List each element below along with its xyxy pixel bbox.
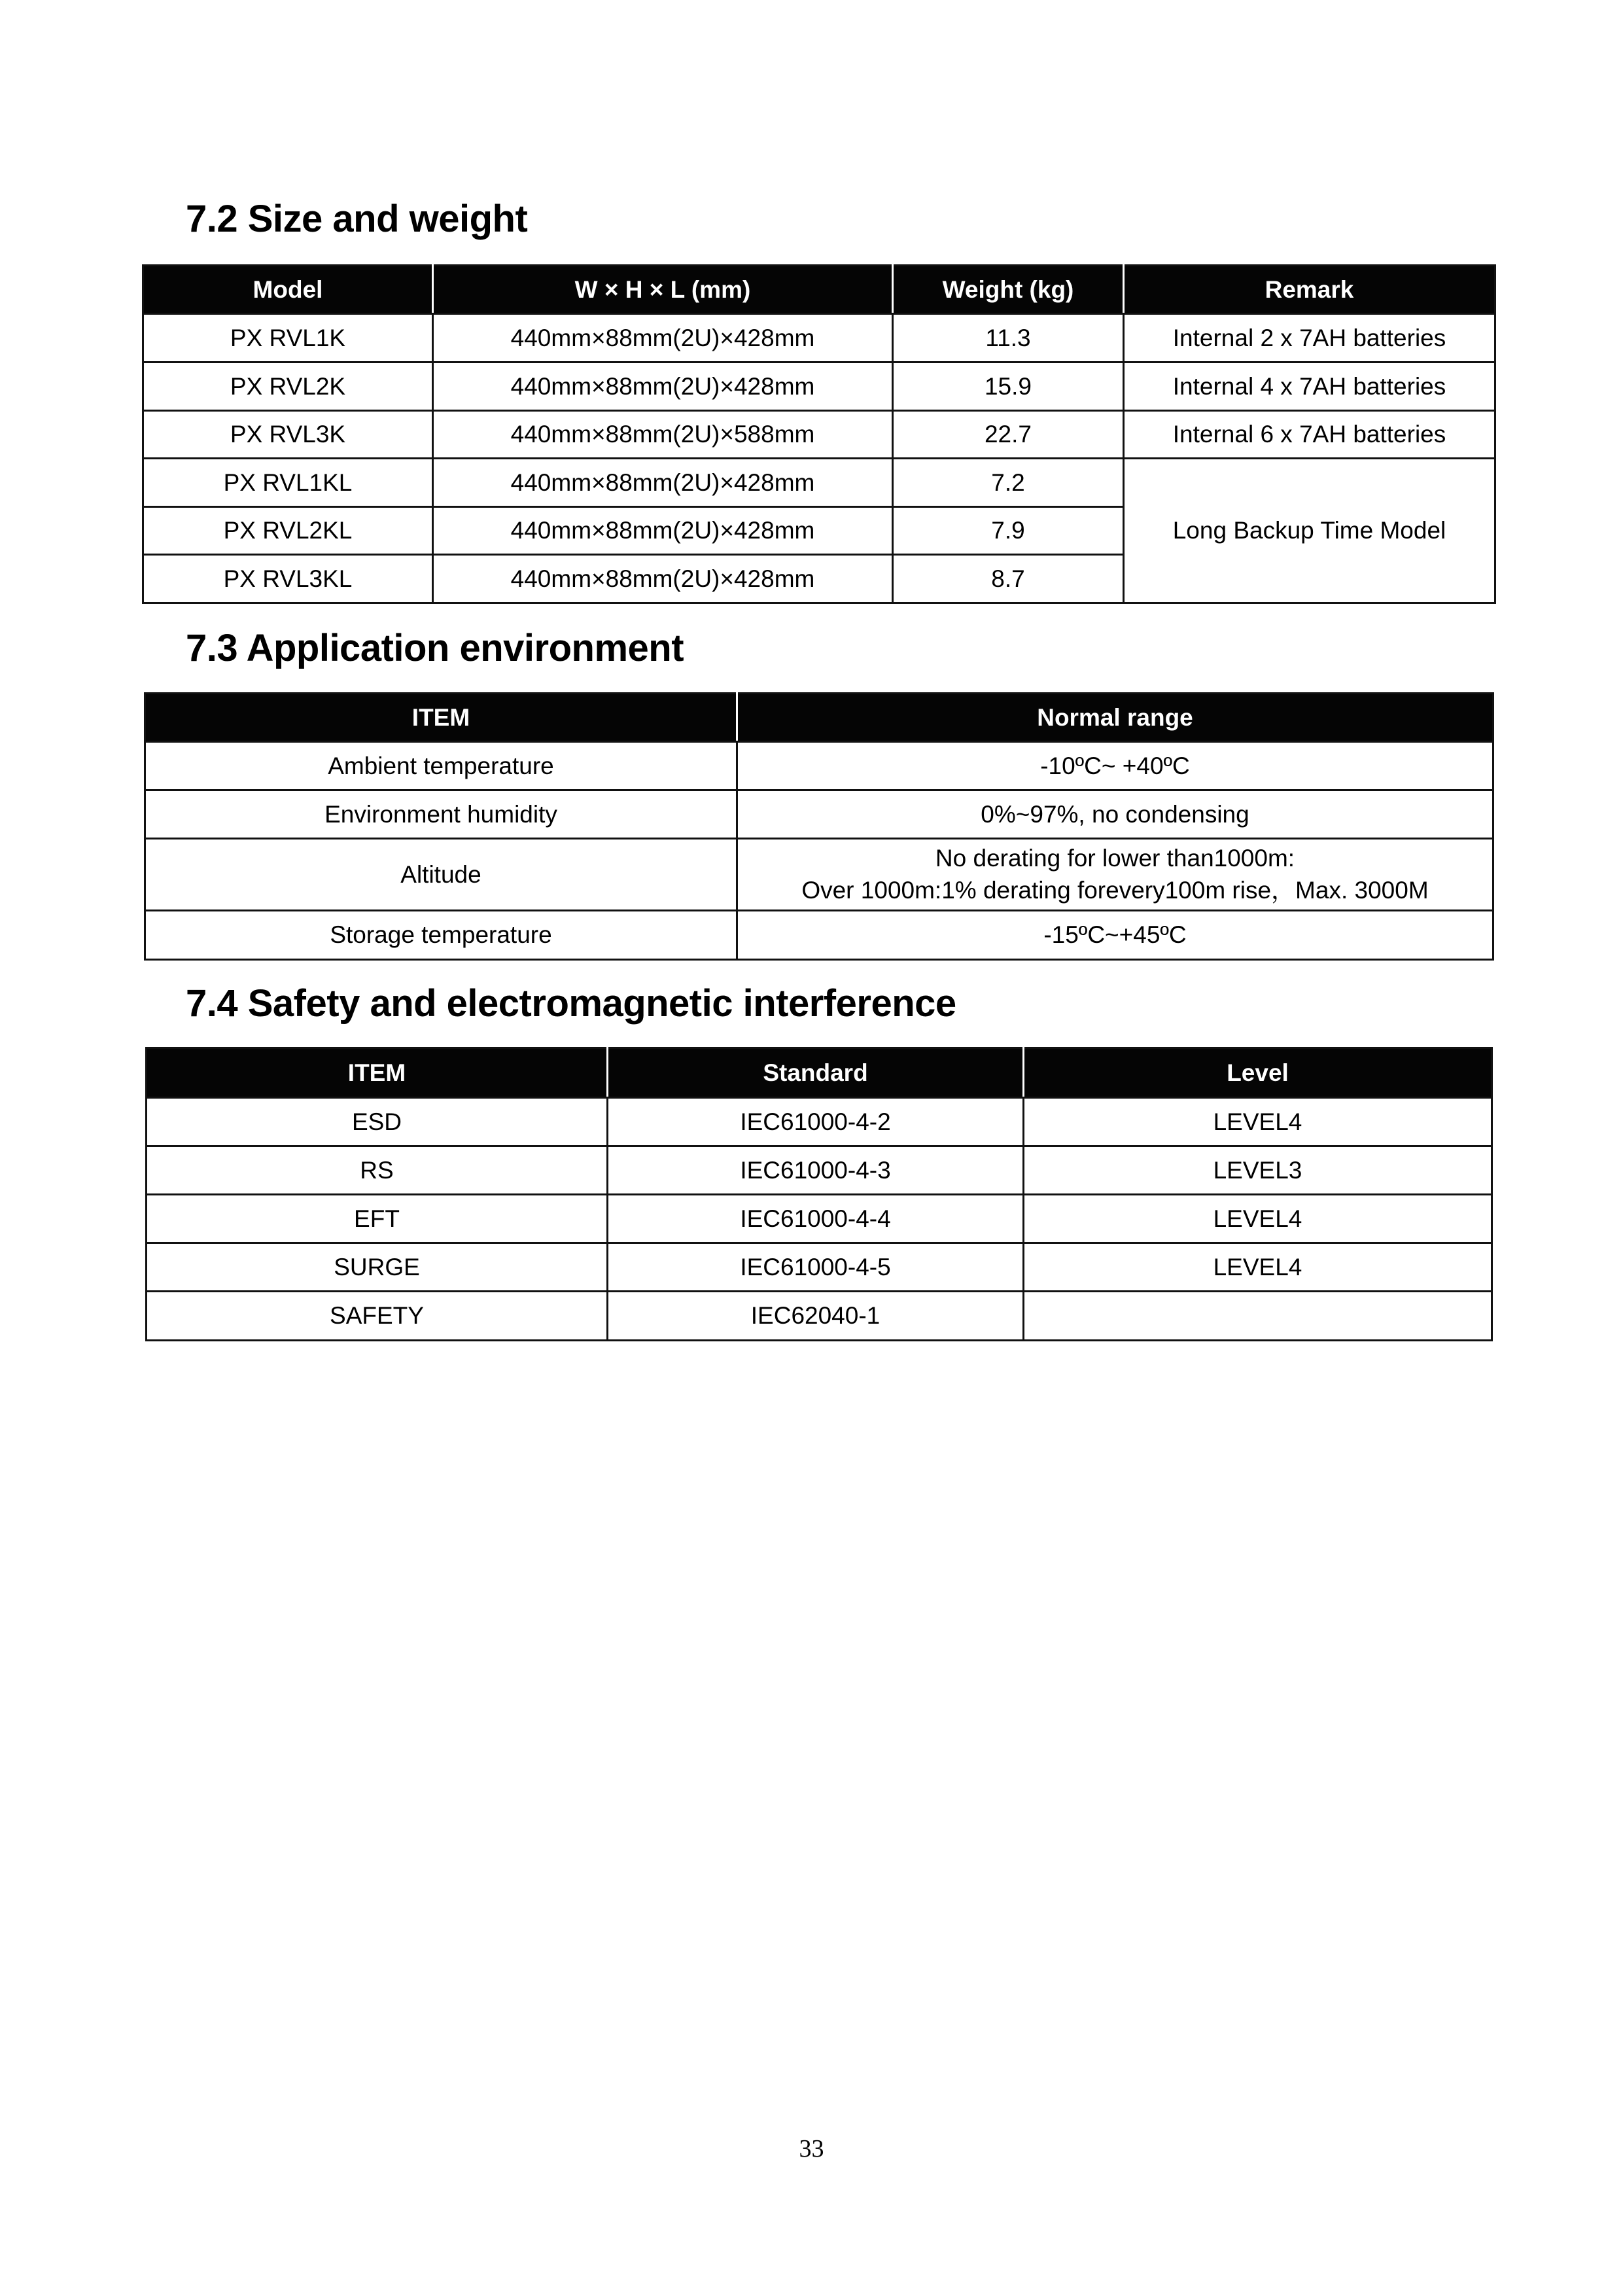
item-cell: Altitude	[145, 839, 737, 911]
safety-emi-table	[145, 1047, 1493, 1341]
remark-cell: Internal 6 x 7AH batteries	[1124, 411, 1495, 459]
weight-cell: 22.7	[893, 411, 1124, 459]
model-cell: PX RVL2KL	[143, 507, 433, 555]
application-environment-table	[144, 692, 1494, 961]
table-row	[143, 362, 1495, 411]
dimensions-cell: 440mm×88mm(2U)×428mm	[433, 314, 893, 362]
table-header-row	[145, 694, 1493, 742]
level-cell	[1024, 1292, 1492, 1341]
standard-cell: IEC61000-4-2	[608, 1098, 1024, 1146]
table-header-row	[143, 266, 1495, 314]
remark-cell: Internal 4 x 7AH batteries	[1124, 362, 1495, 411]
table-row	[147, 1292, 1492, 1341]
table-header-row	[147, 1048, 1492, 1098]
standard-cell: IEC62040-1	[608, 1292, 1024, 1341]
column-header-level: Level	[1024, 1048, 1492, 1098]
section-heading-application-environment: 7.3 Application environment	[186, 627, 684, 669]
range-cell: -10ºC~ +40ºC	[737, 742, 1493, 790]
weight-cell: 8.7	[893, 555, 1124, 603]
column-header-normal-range: Normal range	[737, 694, 1493, 742]
model-cell: PX RVL1K	[143, 314, 433, 362]
standard-cell: IEC61000-4-4	[608, 1195, 1024, 1243]
table-row	[147, 1243, 1492, 1292]
item-cell: ESD	[147, 1098, 608, 1146]
dimensions-cell: 440mm×88mm(2U)×428mm	[433, 362, 893, 411]
item-cell: RS	[147, 1146, 608, 1195]
model-cell: PX RVL3K	[143, 411, 433, 459]
table-row	[145, 839, 1493, 911]
remark-cell-merged: Long Backup Time Model	[1124, 459, 1495, 603]
range-line-1: No derating for lower than1000m:	[935, 845, 1295, 872]
item-cell: Environment humidity	[145, 790, 737, 839]
table-row	[147, 1146, 1492, 1195]
column-header-model: Model	[143, 266, 433, 314]
standard-cell: IEC61000-4-3	[608, 1146, 1024, 1195]
page-number: 33	[799, 2135, 824, 2163]
column-header-item: ITEM	[147, 1048, 608, 1098]
weight-cell: 15.9	[893, 362, 1124, 411]
table-row	[145, 790, 1493, 839]
table-row	[145, 911, 1493, 960]
item-cell: SURGE	[147, 1243, 608, 1292]
model-cell: PX RVL2K	[143, 362, 433, 411]
level-cell: LEVEL3	[1024, 1146, 1492, 1195]
dimensions-cell: 440mm×88mm(2U)×428mm	[433, 555, 893, 603]
item-cell: EFT	[147, 1195, 608, 1243]
range-cell	[737, 839, 1493, 911]
table-row	[143, 459, 1495, 507]
remark-cell: Internal 2 x 7AH batteries	[1124, 314, 1495, 362]
table-row	[147, 1098, 1492, 1146]
item-cell: Ambient temperature	[145, 742, 737, 790]
dimensions-cell: 440mm×88mm(2U)×588mm	[433, 411, 893, 459]
column-header-weight: Weight (kg)	[893, 266, 1124, 314]
table-row	[145, 742, 1493, 790]
range-cell: 0%~97%, no condensing	[737, 790, 1493, 839]
weight-cell: 11.3	[893, 314, 1124, 362]
range-line-2: Over 1000m:1% derating forevery100m rise，Max. 3000M	[801, 876, 1429, 904]
standard-cell: IEC61000-4-5	[608, 1243, 1024, 1292]
column-header-standard: Standard	[608, 1048, 1024, 1098]
table-row	[143, 411, 1495, 459]
table-row	[147, 1195, 1492, 1243]
item-cell: Storage temperature	[145, 911, 737, 960]
dimensions-cell: 440mm×88mm(2U)×428mm	[433, 507, 893, 555]
model-cell: PX RVL1KL	[143, 459, 433, 507]
dimensions-cell: 440mm×88mm(2U)×428mm	[433, 459, 893, 507]
item-cell: SAFETY	[147, 1292, 608, 1341]
table-row	[143, 314, 1495, 362]
column-header-item: ITEM	[145, 694, 737, 742]
section-heading-safety-emi: 7.4 Safety and electromagnetic interference	[186, 982, 956, 1025]
column-header-remark: Remark	[1124, 266, 1495, 314]
level-cell: LEVEL4	[1024, 1195, 1492, 1243]
weight-cell: 7.2	[893, 459, 1124, 507]
section-heading-size-weight: 7.2 Size and weight	[186, 198, 528, 240]
level-cell: LEVEL4	[1024, 1243, 1492, 1292]
model-cell: PX RVL3KL	[143, 555, 433, 603]
size-weight-table	[142, 264, 1496, 604]
range-cell: -15ºC~+45ºC	[737, 911, 1493, 960]
weight-cell: 7.9	[893, 507, 1124, 555]
level-cell: LEVEL4	[1024, 1098, 1492, 1146]
column-header-dimensions: W × H × L (mm)	[433, 266, 893, 314]
